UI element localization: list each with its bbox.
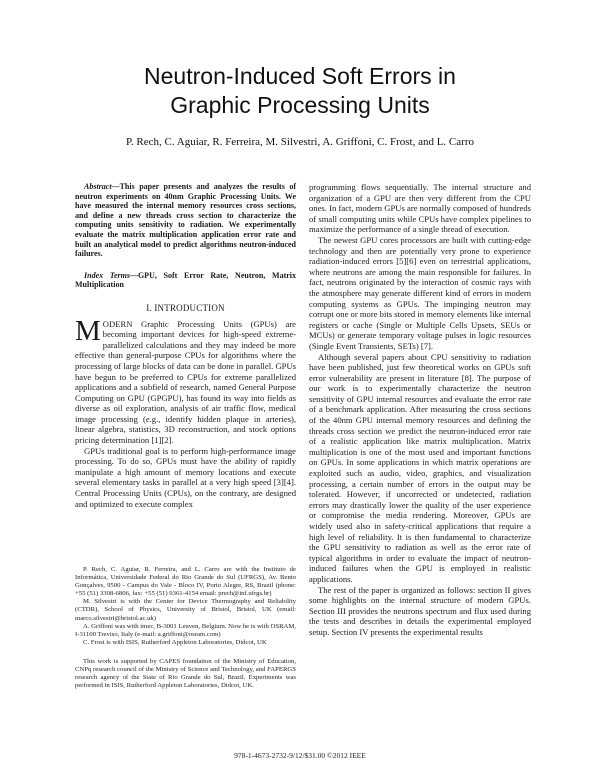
footnote-affiliation-isis: C. Frost is with ISIS, Rutherford Appleton Laboratories, Didcot, UK — [83, 638, 267, 646]
index-terms — [75, 271, 296, 290]
abstract — [75, 182, 296, 259]
index-terms-label: Index Terms — [84, 270, 130, 280]
left-column — [75, 182, 296, 509]
drop-cap: M — [75, 314, 101, 347]
index-terms-text: —GPU, Soft Error Rate, Neutron, Matrix Multiplication — [75, 270, 297, 290]
footnote-funding: This work is supported by CAPES foundation of the Ministry of Education, CNPq research council of the Ministry of Science and Technology, and FAPERGS research agency of the State of Rio Grande do Sul, Brazil. Experiments was performed in ISIS, Rutherford Appleton Laboratories, Didcot, UK. — [75, 657, 296, 690]
footnote-affiliation-bristol: M. Silvestri is with the Center for Device Thermography and Reliability (CTDR), School of Physics, University of Bristol, Bristol, UK (email: marco.silvestri@bristol.ac.uk) — [75, 598, 296, 622]
right-paragraph-2: The newest GPU cores processors are built with cutting-edge technology and then are potentially very prone to experience radiation-induced errors [5][6] even on terrestrial applications, where neutrons are among the main responsible for failures. In fact, neutrons originated by the interaction of cosmic rays with the atmosphere may generate different kind of errors in modern computing systems as GPUs. The impinging neutron may corrupt one or more bits stored in memory elements like internal registers or cache (Single or Multiple Cells Upsets, SEUs or MCUs) or generate temporary voltage pulses in logic resources (Single Event Transients, SETs) [7]. — [309, 234, 531, 351]
footnotes — [75, 566, 296, 690]
title-line-1: Neutron-Induced Soft Errors in — [144, 63, 456, 89]
right-paragraph-continuation: programming flows sequentially. The internal structure and organization of a GPU are then very different from the CPU ones. In fact, modern GPUs are normally composed of hundreds of small computing units while CPUs have complex pipelines to maximize the performance of a single thread of execution. — [309, 182, 531, 235]
paper-title — [40, 62, 560, 120]
abstract-text: —This paper presents and analyzes the results of neutron experiments on 40nm Graphic Processing Units. We have measured the internal memory resources cross sections, and define a new threads cross section to characterize the computing units sensitivity to radiation. We experimentally evaluate the matrix multiplication application error rate and built an analytical model to predict algorithms neutron-induced failures. — [75, 182, 296, 259]
page-footer-copyright: 978-1-4673-2732-9/12/$31.00 ©2012 IEEE — [234, 751, 366, 760]
intro-paragraph-2: GPUs traditional goal is to perform high-performance image processing. To do so, GPUs must have the ability of rapidly manipulate a high amount of memory locations and execute several elementary tasks in parallel at a very high speed [3][4]. Central Processing Units (CPUs), on the contrary, are designed and optimized to execute complex — [75, 445, 296, 509]
title-line-2: Graphic Processing Units — [170, 92, 430, 118]
footnote-affiliation-ufrgs: P. Rech, C. Aguiar, R. Ferreira, and L. Carro are with the Instituto de Informática, Universidade Federal do Rio Grande do Sul (UFRGS), Av. Bento Gonçalves, 9500 - Campus do Vale - Bloco IV, Porto Alegre, RS, Brazil (phone: +55 (51) 3308-6806, fax: +55 (51) 9361-4154 email: prech@inf.ufrgs.br) — [75, 566, 296, 598]
right-column — [309, 182, 531, 638]
intro-paragraph-1-text: ODERN Graphic Processing Units (GPUs) are becoming important devices for high-speed extreme-parallelized calculations and they may indeed be more effective than general-purpose CPUs for algorithms where the processing of large blocks of data can be done in parallel. GPUs have begun to be preferred to CPUs for extreme parallelized applications and a subfield of research, named General Purpose Computing on GPU (GPGPU), has found its way into fields as diverse as oil exploration, analysis of air traffic flow, medical image processing (e.g., identify hidden plaque in arteries), linear algebra, statistics, 3D reconstruction, and stock options pricing determination [1][2]. — [75, 318, 296, 446]
intro-paragraph-1 — [75, 314, 296, 446]
footnote-affiliation-imec: A. Griffoni was with imec, B-3001 Leuven, Belgium. Now he is with OSRAM, I-31100 Treviso, Italy (e-mail: a.griffoni@osram.com) — [75, 622, 296, 638]
section-heading-introduction: I. INTRODUCTION — [146, 302, 225, 313]
right-paragraph-4: The rest of the paper is organized as follows: section II gives some highlights on the internal structure of modern GPUs. Section III provides the neutrons spectrum and flux used during the tests and describes in details the experimental employed setup. Section IV presents the experimental results — [309, 584, 531, 637]
right-paragraph-3: Although several papers about CPU sensitivity to radiation have been published, just few theoretical works on GPUs soft error vulnerability are present in literature [8]. The purpose of our work is to experimentally characterize the neutron sensitivity of GPU internal resources and evaluate the error rate of a benchmark application. After measuring the cross sections of the 40nm GPU internal memory resources and defining the threads cross section we predict the neutron-induced error rate of a realistic application like matrix multiplication. Matrix multiplication is one of the most used and important functions on GPUs. In some applications in which matrix operations are exploited such as audio, video, graphics, and visualization processing, a certain number of errors in the output may be tolerated. However, if uncorrected or undetected, radiation errors may drastically lower the quality of the user experience or compromise the media rendering. Moreover, GPUs are widely used also in safety-critical applications that require a high level of reliability. It is then fundamental to characterize the GPU sensitivity to radiation as well as the error rate of typical algorithms in order to evaluate the impact of neutron-induced failures when the GPU is employed in realistic applications. — [309, 351, 531, 584]
author-list: P. Rech, C. Aguiar, R. Ferreira, M. Silvestri, A. Griffoni, C. Frost, and L. Carro — [126, 136, 474, 148]
abstract-label: Abstract — [84, 182, 112, 191]
